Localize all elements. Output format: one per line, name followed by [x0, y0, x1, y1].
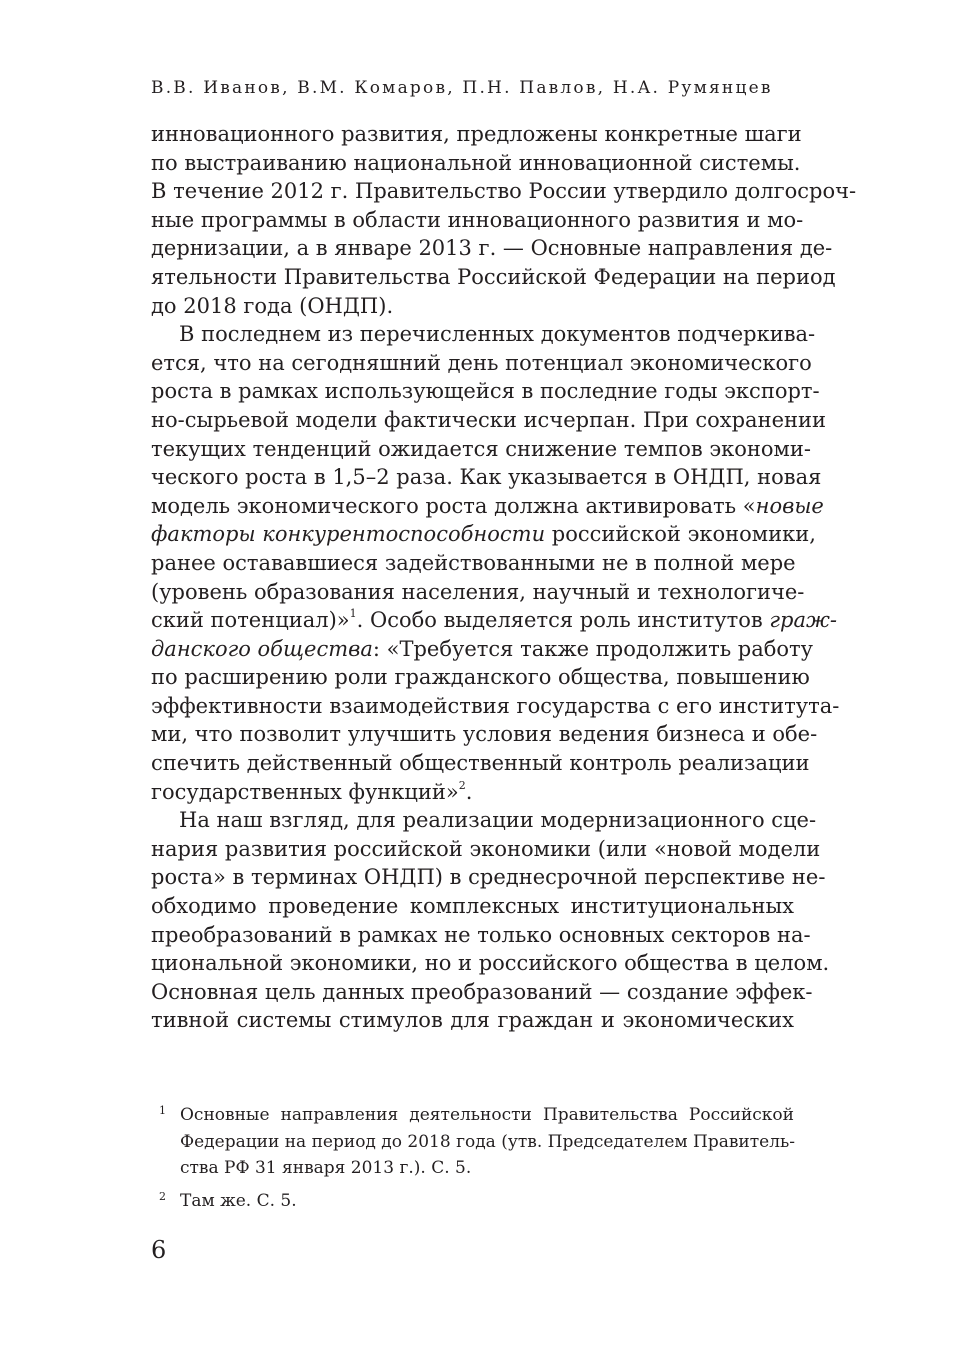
italic-segment: данского общества [151, 636, 373, 661]
text-line: эффективности взаимодействия государства с его института- [151, 693, 840, 718]
text-line: по расширению роли гражданского общества, повышению [151, 665, 810, 690]
text-line: спечить действенный общественный контроль реализации [151, 751, 810, 776]
italic-segment: новые [755, 493, 824, 518]
text-line: до 2018 года (ОНДП). [151, 293, 394, 318]
footnotes [151, 1102, 794, 1220]
text-line: ятельности Правительства Российской Федерации на период [151, 264, 836, 289]
text-line: ческого роста в 1,5–2 раза. Как указывается в ОНДП, новая [151, 465, 822, 490]
text-segment: государственных функций» [151, 779, 459, 804]
footnote-ref-2[interactable]: 2 [458, 778, 466, 792]
footnote-line: Основные направления деятельности Правительства Российской [180, 1105, 794, 1125]
text-line: ми, что позволит улучшить условия ведения бизнеса и обе- [151, 722, 818, 747]
text-line: обходимо проведение комплексных институциональных [151, 894, 794, 919]
text-line: нария развития российской экономики (или «новой модели [151, 836, 821, 861]
text-line: циональной экономики, но и российского общества в целом. [151, 951, 830, 976]
text-line: инновационного развития, предложены конкретные шаги [151, 122, 802, 146]
text-line: роста» в терминах ОНДП) в среднесрочной перспективе не- [151, 865, 826, 890]
footnote-2 [151, 1188, 794, 1215]
body-text [151, 120, 857, 1035]
text-line: ется, что на сегодняшний день потенциал экономического [151, 350, 812, 375]
footnote-line: Там же. С. 5. [180, 1190, 297, 1211]
text-line: На наш взгляд, для реализации модернизационного сце- [179, 808, 817, 833]
page-number: 6 [151, 1236, 167, 1264]
text-line [151, 492, 824, 521]
text-line: текущих тенденций ожидается снижение темпов экономи- [151, 436, 811, 461]
text-line: Основная цель данных преобразований — создание эффек- [151, 979, 813, 1004]
footnote-line: Федерации на период до 2018 года (утв. Председателем Правитель- [180, 1131, 796, 1152]
text-line: В последнем из перечисленных документов подчеркива- [179, 322, 816, 347]
italic-segment: факторы конкурентоспособности [151, 522, 546, 547]
text-line: тивной системы стимулов для граждан и экономических [151, 1008, 794, 1033]
text-line: дернизации, а в январе 2013 г. — Основные направления де- [151, 236, 833, 261]
text-line: (уровень образования населения, научный и технологиче- [151, 579, 805, 604]
text-segment: российской экономики, [545, 522, 816, 547]
text-line: В течение 2012 г. Правительство России утвердило долгосроч- [151, 179, 857, 204]
text-line [151, 778, 794, 807]
text-line: роста в рамках использующейся в последние годы экспорт- [151, 379, 820, 404]
text-segment: модель экономического роста должна активировать « [151, 493, 756, 518]
paragraph-3 [151, 806, 830, 1035]
footnote-mark: 2 [159, 1189, 166, 1203]
text-segment: . Особо выделяется роль институтов [356, 608, 770, 633]
paragraph-2 [151, 320, 840, 806]
text-segment: ский потенциал)» [151, 608, 350, 633]
footnote-line: ства РФ 31 января 2013 г.). С. 5. [180, 1158, 472, 1178]
text-line [151, 635, 814, 664]
footnote-mark: 1 [159, 1104, 166, 1117]
text-line: ранее остававшиеся задействованными не в полной мере [151, 550, 796, 575]
footnote-ref-1[interactable]: 1 [349, 607, 357, 621]
footnote-1 [151, 1102, 794, 1182]
paragraph-1 [151, 120, 857, 320]
text-line [151, 520, 816, 549]
text-line: ные программы в области инновационного развития и мо- [151, 207, 804, 232]
text-line [151, 606, 837, 635]
text-line: но-сырьевой модели фактически исчерпан. При сохранении [151, 407, 826, 432]
italic-segment: граж- [769, 608, 837, 633]
text-segment: : «Требуется также продолжить работу [372, 636, 814, 661]
text-segment: . [465, 779, 473, 804]
text-line: по выстраиванию национальной инновационной системы. [151, 150, 801, 175]
text-line: преобразований в рамках не только основных секторов на- [151, 922, 811, 947]
running-head: В.В. Иванов, В.М. Комаров, П.Н. Павлов, Н.А. Румянцев [151, 78, 773, 98]
